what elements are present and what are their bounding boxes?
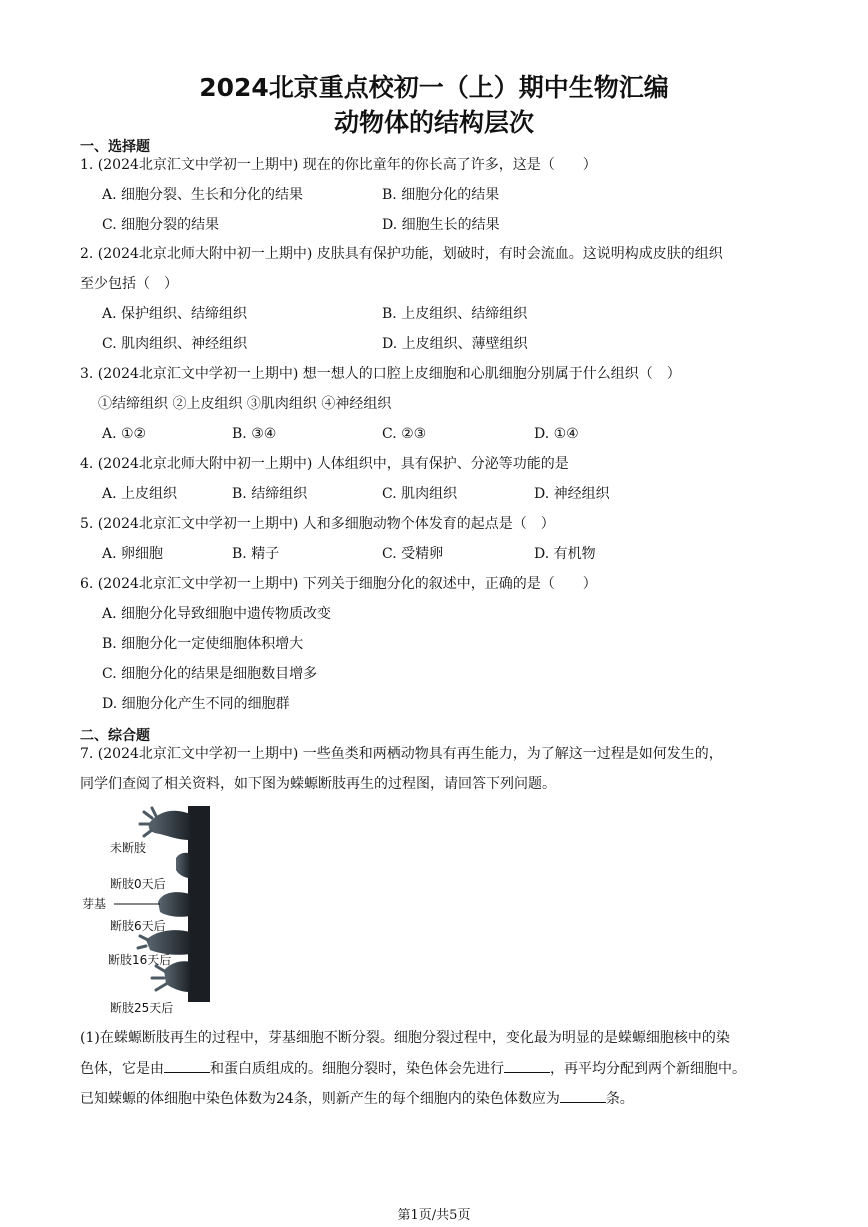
figure-label-blastema: 芽基: [82, 897, 107, 911]
figure-label-day6: 断肢6天后: [110, 919, 166, 933]
section-heading-comprehensive: 二、综合题: [80, 728, 150, 744]
question-7-part1-line1: (1)在蝾螈断肢再生的过程中，芽基细胞不断分裂。细胞分裂过程中，变化最为明显的是蝾螈细胞核中的染: [80, 1030, 730, 1046]
q2-option-b: B. 上皮组织、结缔组织: [382, 306, 528, 322]
q1-option-a: A. 细胞分裂、生长和分化的结果: [102, 187, 304, 203]
page-title-line2: 动物体的结构层次: [333, 108, 534, 137]
q3-option-d: D. ①④: [534, 426, 579, 442]
question-3-items: ①结缔组织 ②上皮组织 ③肌肉组织 ④神经组织: [98, 396, 392, 412]
limb-regeneration-figure: [80, 800, 220, 1018]
q5-option-c: C. 受精卵: [382, 546, 444, 562]
question-6: 6. (2024北京汇文中学初一上期中) 下列关于细胞分化的叙述中，正确的是（ ）: [80, 576, 597, 592]
page-title-line1: 2024北京重点校初一（上）期中生物汇编: [199, 73, 669, 102]
q7-text-segment: 和蛋白质组成的。细胞分裂时，染色体会先进行: [210, 1061, 504, 1077]
q2-option-d: D. 上皮组织、薄壁组织: [382, 336, 528, 352]
page-footer: 第1页/共5页: [397, 1208, 471, 1223]
q1-option-d: D. 细胞生长的结果: [382, 217, 500, 233]
q6-option-d: D. 细胞分化产生不同的细胞群: [102, 696, 290, 712]
answer-blank-1[interactable]: [164, 1058, 210, 1073]
q4-option-c: C. 肌肉组织: [382, 486, 458, 502]
q7-text-segment: 色体，它是由: [80, 1061, 164, 1077]
answer-blank-3[interactable]: [560, 1088, 606, 1103]
q3-option-c: C. ②③: [382, 426, 427, 442]
q6-option-a: A. 细胞分化导致细胞中遗传物质改变: [102, 606, 332, 622]
answer-blank-2[interactable]: [504, 1058, 550, 1073]
q1-option-b: B. 细胞分化的结果: [382, 187, 500, 203]
question-3: 3. (2024北京汇文中学初一上期中) 想一想人的口腔上皮细胞和心肌细胞分别属于什么组织（ ）: [80, 366, 681, 382]
q4-option-b: B. 结缔组织: [232, 486, 308, 502]
question-7-line2: 同学们查阅了相关资料，如下图为蝾螈断肢再生的过程图，请回答下列问题。: [80, 776, 556, 792]
q7-text-segment: 已知蝾螈的体细胞中染色体数为24条，则新产生的每个细胞内的染色体数应为: [80, 1091, 560, 1107]
q4-option-a: A. 上皮组织: [102, 486, 178, 502]
question-2-line1: 2. (2024北京北师大附中初一上期中) 皮肤具有保护功能，划破时，有时会流血。这说明构成皮肤的组织: [80, 246, 723, 262]
question-7-part1-line3: [80, 1088, 634, 1109]
q5-option-a: A. 卵细胞: [102, 546, 164, 562]
q1-option-c: C. 细胞分裂的结果: [102, 217, 220, 233]
figure-label-day0: 断肢0天后: [110, 877, 166, 891]
q5-option-d: D. 有机物: [534, 546, 596, 562]
q2-option-c: C. 肌肉组织、神经组织: [102, 336, 248, 352]
q7-text-segment: ，再平均分配到两个新细胞中。: [550, 1061, 746, 1077]
section-heading-choice: 一、选择题: [80, 139, 150, 155]
q2-option-a: A. 保护组织、结缔组织: [102, 306, 248, 322]
question-7-line1: 7. (2024北京汇文中学初一上期中) 一些鱼类和两栖动物具有再生能力，为了解这一过程是如何发生的，: [80, 746, 723, 762]
limb-regeneration-illustration: [80, 800, 220, 1018]
q7-text-segment: 条。: [605, 1091, 634, 1107]
question-1: 1. (2024北京汇文中学初一上期中) 现在的你比童年的你长高了许多，这是（ ）: [80, 157, 597, 173]
q3-option-b: B. ③④: [232, 426, 277, 442]
question-7-part1-line2: [80, 1058, 746, 1079]
question-4: 4. (2024北京北师大附中初一上期中) 人体组织中，具有保护、分泌等功能的是: [80, 456, 569, 472]
q6-option-c: C. 细胞分化的结果是细胞数目增多: [102, 666, 318, 682]
q5-option-b: B. 精子: [232, 546, 280, 562]
figure-label-day25: 断肢25天后: [110, 1001, 174, 1015]
figure-label-uncut: 未断肢: [110, 841, 147, 855]
figure-label-day16: 断肢16天后: [108, 953, 172, 967]
q6-option-b: B. 细胞分化一定使细胞体积增大: [102, 636, 304, 652]
q3-option-a: A. ①②: [102, 426, 147, 442]
q4-option-d: D. 神经组织: [534, 486, 610, 502]
question-2-line2: 至少包括（ ）: [80, 276, 178, 292]
question-5: 5. (2024北京汇文中学初一上期中) 人和多细胞动物个体发育的起点是（ ）: [80, 516, 555, 532]
